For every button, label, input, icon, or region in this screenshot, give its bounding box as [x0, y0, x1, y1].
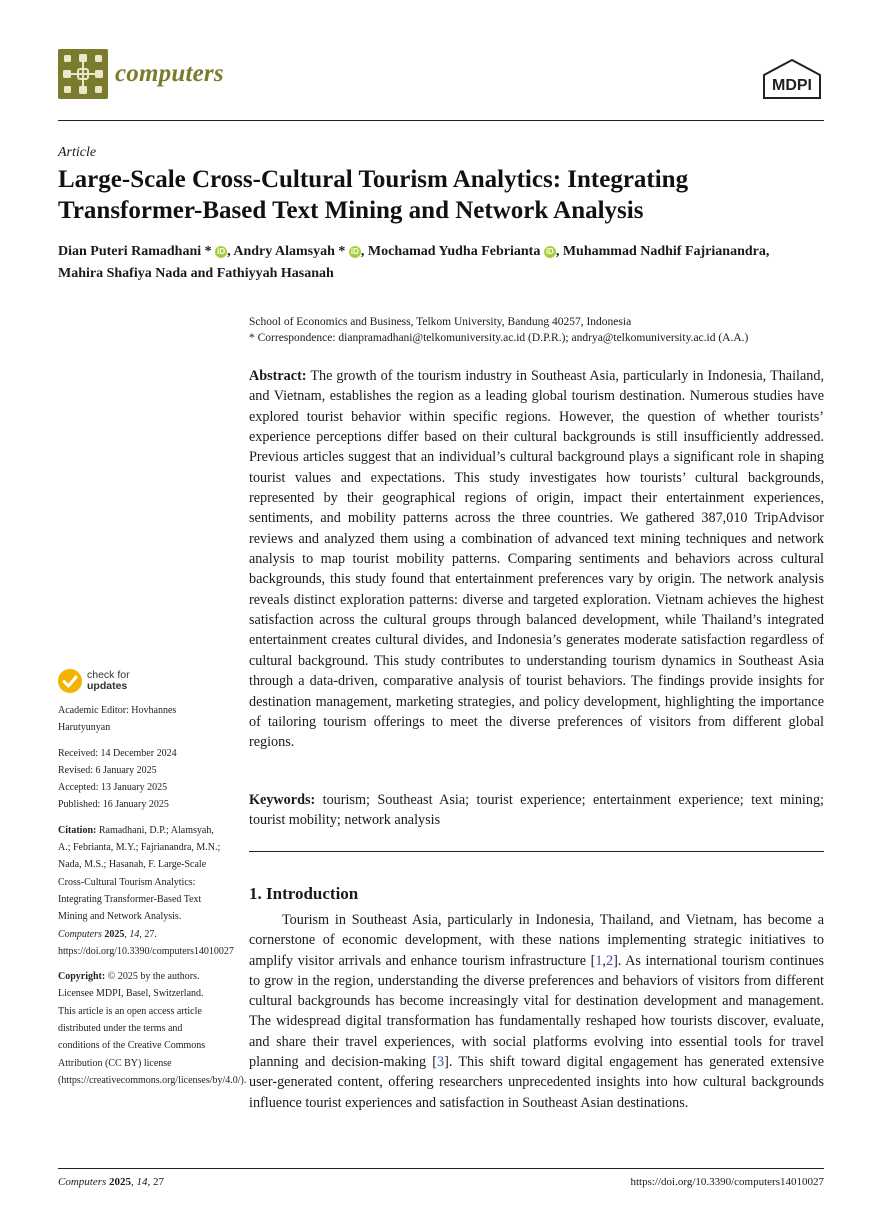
check-line2: updates: [87, 680, 128, 692]
header-divider: [58, 120, 824, 121]
academic-editor: Academic Editor: Hovhannes Harutyunyan: [58, 705, 177, 734]
affiliation-line: School of Economics and Business, Telkom University, Bandung 40257, Indonesia: [249, 316, 632, 328]
citation-link[interactable]: 2: [605, 952, 614, 969]
footer-journal: Computers: [58, 1176, 107, 1188]
copyright-label: Copyright:: [58, 971, 106, 983]
paragraph-text: Tourism in Southeast Asia, particularly in Indonesia, Thailand, and Vietnam, has become a cornerstone of economic development, with these nations implementing strategic initiatives to amplify visitor arrivals and enhance tourism infrastructure [: [249, 912, 824, 969]
section-heading: 1. Introduction: [249, 884, 359, 903]
orcid-icon[interactable]: iD: [217, 247, 226, 256]
author-name: Dian Puteri Ramadhani *: [58, 244, 212, 259]
citation-volume: 14: [129, 928, 140, 940]
footer-doi-link[interactable]: https://doi.org/10.3390/computers14010027: [630, 1176, 824, 1188]
citation-journal: Computers: [58, 928, 102, 940]
footer-year: 2025: [109, 1176, 132, 1188]
check-for-updates-button[interactable]: [58, 669, 178, 697]
citation-separator: ,: [602, 952, 606, 969]
footer-divider: [58, 1168, 824, 1169]
keywords-divider: [249, 851, 824, 852]
abstract-text: The growth of the tourism industry in Southeast Asia, particularly in Indonesia, Thailand, and Vietnam, establishes the region as a leading global tourism destination. Numerous studies have explored tourist behavior within specific regions. However, the question of whether tourists’ experience perceptions differ based on their cultural backgrounds is still insufficiently addressed. Previous articles suggest that an individual’s cultural background plays a significant role in shaping tourist values and expectations. This study investigates how tourists’ cultural backgrounds, represented by their geographical regions of origin, impact their entertainment experiences, sentiments, and mobility patterns across the three countries. We gathered 387,010 TripAdvisor reviews and analyzed them using a combination of advanced text mining techniques and network analysis to map tourist mobility patterns. Comparing sentiments and behaviors across cultural backgrounds, this study found that entertainment preferences vary by origin. The network analysis reveals distinct exploration patterns: diverse and targeted exploration. Vietnam achieves the highest satisfaction across the cultural groups through balanced development, while Thailand’s integrated entertainment creates cultural divides, and Indonesia’s generates moderate satisfaction regardless of cultural background. This study contributes to understanding tourism dynamics in Southeast Asia through a data-driven, comparative analysis of tourist behaviors. The findings provide insights for destination management, marketing strategies, and policy development, highlighting the importance of tailoring tourism offerings to meet the diverse preferences of visitors from different global regions.: [249, 368, 824, 751]
accepted-date: Accepted: 13 January 2025: [58, 782, 168, 794]
publisher-name: MDPI: [772, 77, 812, 94]
author-name: Andry Alamsyah *: [233, 244, 346, 259]
abstract: [249, 366, 824, 753]
copyright-block: [58, 968, 247, 1089]
footer-citation: Computers 2025, 14, 27: [58, 1176, 165, 1188]
journal-logo-icon: [58, 49, 108, 99]
keywords: [249, 790, 824, 830]
check-for-updates-label: [87, 670, 130, 692]
article-info-sidebar: [58, 702, 247, 1089]
citation-year: 2025: [104, 928, 125, 940]
citation-text: Ramadhani, D.P.; Alamsyah, A.; Febrianta, M.Y.; Fajrianandra, M.N.; Nada, M.S.; Hasanah, F. Large-Scale Cross-Cultural Tourism Analytics: Integrating Transformer-Based Text Mining and Network Analysis.: [58, 824, 221, 923]
citation-link[interactable]: 1: [595, 952, 603, 969]
orcid-icon[interactable]: iD: [350, 247, 359, 256]
checkmark-icon: [58, 669, 82, 693]
mdpi-logo-icon: [760, 58, 824, 100]
orcid-icon[interactable]: iD: [545, 247, 554, 256]
article-type: Article: [58, 145, 97, 160]
paragraph-text: ]. As international tourism continues to grow in the region, understanding the diverse preferences and behaviors of visitors from different cultural backgrounds has become increasingly vital for destination development and management. The widespread digital transformation has fundamentally reshaped how tourists discover, evaluate, and share their travel experiences, with social platforms evolving into essential tools for travel planning and decision-making [: [249, 952, 824, 1071]
correspondence-line: * Correspondence: dianpramadhani@telkomuniversity.ac.id (D.P.R.); andrya@telkomuniversity.ac.id (A.A.): [249, 332, 749, 344]
citation-label: Citation:: [58, 824, 97, 836]
revised-date: Revised: 6 January 2025: [58, 764, 157, 776]
page-title: Large-Scale Cross-Cultural Tourism Analytics: Integrating Transformer-Based Text Mining and Network Analysis: [58, 166, 689, 224]
journal-name: computers: [115, 60, 224, 87]
received-date: Received: 14 December 2024: [58, 747, 177, 759]
affiliation: [249, 314, 824, 346]
author-name: Muhammad Nadhif Fajrianandra,: [562, 244, 770, 259]
citation-link[interactable]: 3: [437, 1054, 445, 1071]
citation-doi[interactable]: , 27. https://doi.org/10.3390/computers14010027: [58, 928, 234, 957]
check-line1: check for: [87, 669, 130, 681]
keywords-text: tourism; Southeast Asia; tourist experience; entertainment experience; text mining; tourist mobility; network analysis: [249, 792, 824, 828]
introduction-paragraph: [249, 910, 824, 1113]
footer-article: , 27: [147, 1176, 165, 1188]
abstract-label: Abstract:: [249, 368, 307, 384]
author-list: Dian Puteri Ramadhani * iD , Andry Alamsyah * iD , Mochamad Yudha Febrianta iD , Muhammad Nadhif Fajrianandra, Mahira Shafiya Nada and Fathiyyah Hasanah: [58, 244, 770, 281]
author-name: Mahira Shafiya Nada and Fathiyyah Hasanah: [58, 266, 334, 281]
citation-block: Citation: Ramadhani, D.P.; Alamsyah, A.; Febrianta, M.Y.; Fajrianandra, M.N.; Nada, M.S.; Hasanah, F. Large-Scale Cross-Cultural Tourism Analytics: Integrating Transformer-Based Text Mining and Network Analysis. Computers 2025, 14, 27. https://doi.org/10.3390/computers14010027: [58, 824, 234, 957]
author-name: Mochamad Yudha Febrianta: [367, 244, 541, 259]
footer-volume: 14: [136, 1176, 148, 1188]
published-date: Published: 16 January 2025: [58, 799, 169, 811]
keywords-label: Keywords:: [249, 792, 316, 808]
copyright-text: © 2025 by the authors. Licensee MDPI, Basel, Switzerland. This article is an open access article distributed under the terms and conditions of the Creative Commons Attribution (CC BY) license (https://creativecommons.org/licenses/by/4.0/).: [58, 971, 247, 1086]
paragraph-text: ]. This shift toward digital engagement has generated extensive user-generated content, offering researchers unprecedented insights into how cultural backgrounds influence tourist experiences and satisfaction in Southeast Asian destinations.: [249, 1054, 825, 1111]
